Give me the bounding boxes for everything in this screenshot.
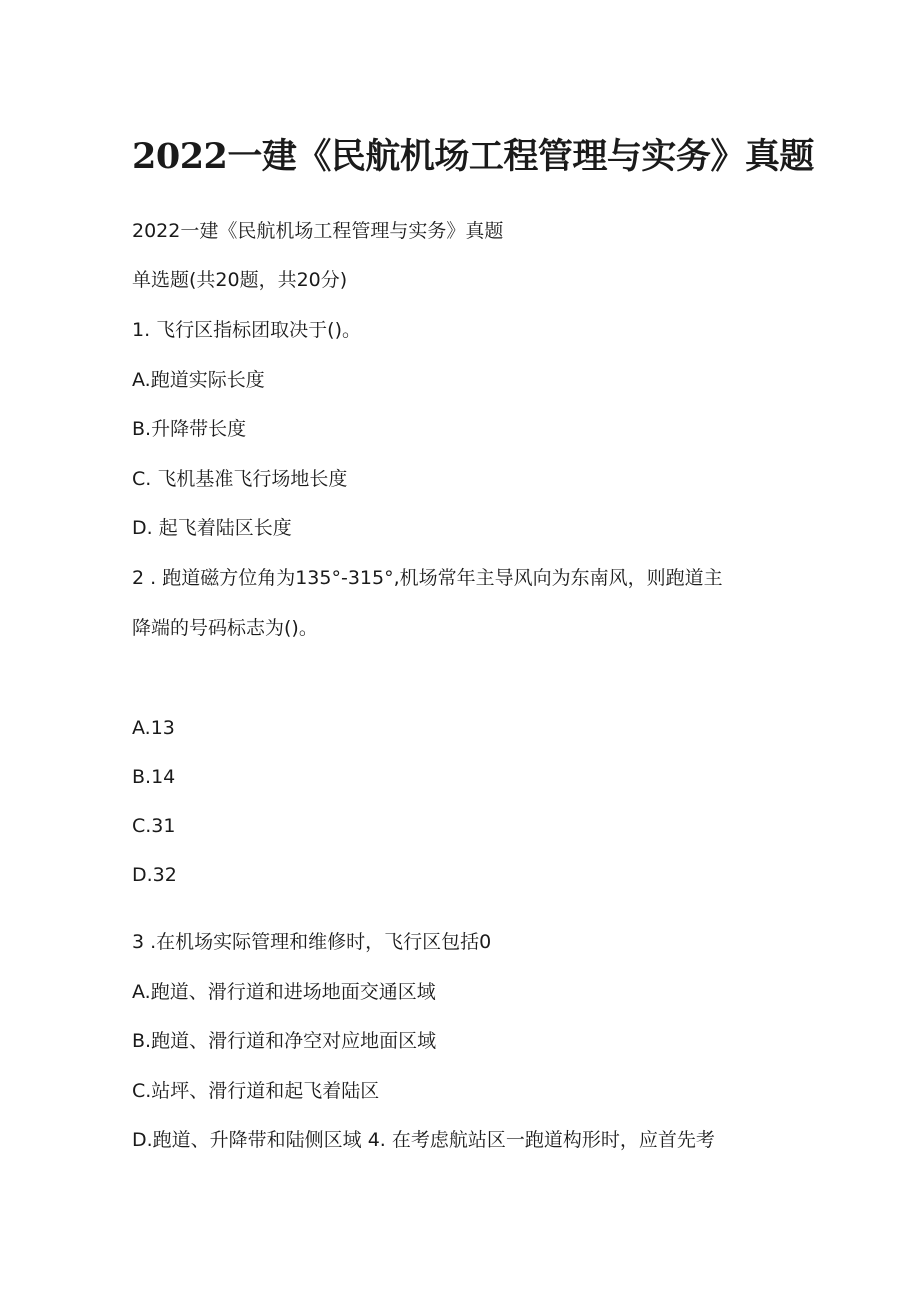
option-b: B.跑道、滑行道和净空对应地面区域 [132,1030,437,1052]
option-d: D. 起飞着陆区长度 [132,517,292,539]
section-heading: 单选题(共20题，共20分) [132,269,348,291]
question-stem: 3 .在机场实际管理和维修时，飞行区包括0 [132,931,492,953]
option-a: A.13 [132,717,175,739]
document-subtitle: 2022一建《民航机场工程管理与实务》真题 [132,220,504,242]
option-a: A.跑道实际长度 [132,369,265,391]
option-c: C.站坪、滑行道和起飞着陆区 [132,1080,380,1102]
option-d: D.跑道、升降带和陆侧区域 4. 在考虑航站区一跑道构形时，应首先考 [132,1129,715,1151]
question-stem-line-2: 降端的号码标志为()。 [132,617,318,639]
document-title: 2022一建《民航机场工程管理与实务》真题 [132,136,814,177]
question-stem: 1. 飞行区指标团取决于()。 [132,319,361,341]
option-a: A.跑道、滑行道和进场地面交通区域 [132,981,436,1003]
option-c: C.31 [132,815,176,837]
question-stem-line-1: 2 . 跑道磁方位角为135°-315°,机场常年主导风向为东南风，则跑道主 [132,567,723,589]
option-c: C. 飞机基准飞行场地长度 [132,468,348,490]
option-b: B.14 [132,766,176,788]
option-d: D.32 [132,864,177,886]
option-b: B.升降带长度 [132,418,247,440]
